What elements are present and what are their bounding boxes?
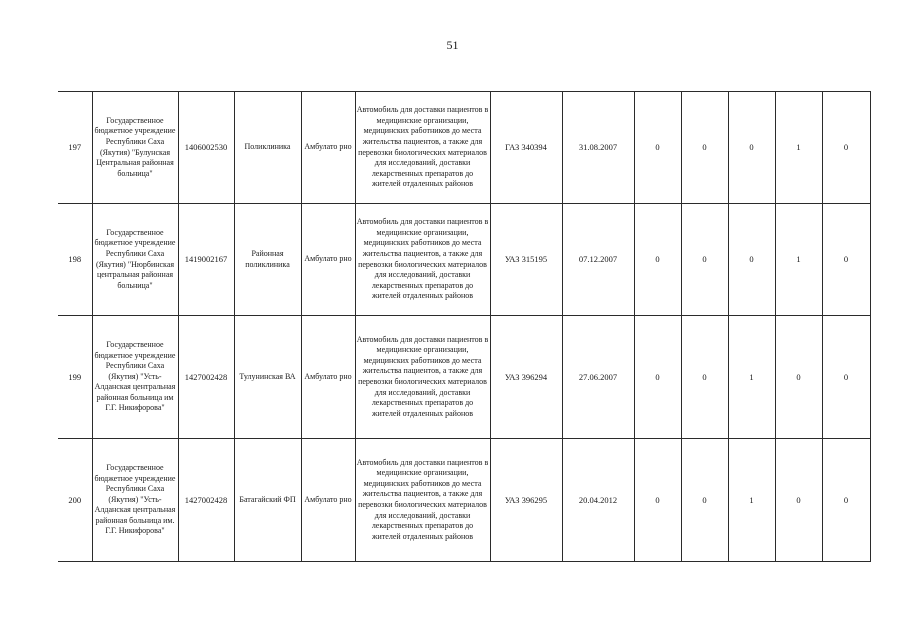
unit-cell: Поликлиника [234,92,301,204]
institution-name: Государственное бюджетное учреждение Республики Саха (Якутия) "Булунская Центральная районная больница" [92,92,178,204]
vehicle-model-cell: УАЗ 396295 [490,439,562,562]
row-number: 198 [58,204,92,316]
count-cell: 0 [822,439,870,562]
table-row [58,204,870,316]
count-cell: 0 [634,439,681,562]
date-cell: 31.08.2007 [562,92,634,204]
count-cell: 1 [775,92,822,204]
row-number: 199 [58,316,92,439]
count-cell: 1 [775,204,822,316]
unit-cell: Тулунинская ВА [234,316,301,439]
vehicle-registry-table [58,91,871,562]
date-cell: 20.04.2012 [562,439,634,562]
row-number: 197 [58,92,92,204]
count-cell: 0 [822,92,870,204]
vehicle-model-cell: ГАЗ 340394 [490,92,562,204]
count-cell: 0 [681,92,728,204]
count-cell: 0 [634,316,681,439]
count-cell: 0 [728,204,775,316]
date-cell: 27.06.2007 [562,316,634,439]
count-cell: 0 [775,439,822,562]
purpose-cell: Автомобиль для доставки пациентов в медицинские организации, медицинских работников до места жительства пациентов, а также для перевозки биологических материалов для исследований, доставки лекарственных препаратов до жителей отдаленных районов [355,439,490,562]
purpose-cell: Автомобиль для доставки пациентов в медицинские организации, медицинских работников до места жительства пациентов, а также для перевозки биологических материалов для исследований, доставки лекарственных препаратов до жителей отдаленных районов [355,316,490,439]
table-row [58,316,870,439]
institution-name: Государственное бюджетное учреждение Республики Саха (Якутия) "Усть-Алданская центральная районная больница им. Г.Г. Никифорова" [92,439,178,562]
table-row [58,92,870,204]
inn-cell: 1406002530 [178,92,234,204]
count-cell: 0 [681,316,728,439]
vehicle-model-cell: УАЗ 315195 [490,204,562,316]
care-type-cell: Амбулато рно [301,92,355,204]
count-cell: 0 [681,204,728,316]
count-cell: 0 [634,204,681,316]
care-type-cell: Амбулато рно [301,204,355,316]
care-type-cell: Амбулато рно [301,439,355,562]
count-cell: 1 [728,316,775,439]
count-cell: 0 [681,439,728,562]
count-cell: 0 [775,316,822,439]
date-cell: 07.12.2007 [562,204,634,316]
care-type-cell: Амбулато рно [301,316,355,439]
inn-cell: 1427002428 [178,439,234,562]
count-cell: 0 [728,92,775,204]
unit-cell: Батагайский ФП [234,439,301,562]
count-cell: 0 [634,92,681,204]
institution-name: Государственное бюджетное учреждение Республики Саха (Якутия) "Нюрбинская центральная районная больница" [92,204,178,316]
inn-cell: 1419002167 [178,204,234,316]
vehicle-model-cell: УАЗ 396294 [490,316,562,439]
row-number: 200 [58,439,92,562]
purpose-cell: Автомобиль для доставки пациентов в медицинские организации, медицинских работников до места жительства пациентов, а также для перевозки биологических материалов для исследований, доставки лекарственных препаратов до жителей отдаленных районов [355,204,490,316]
inn-cell: 1427002428 [178,316,234,439]
unit-cell: Районная поликлиника [234,204,301,316]
purpose-cell: Автомобиль для доставки пациентов в медицинские организации, медицинских работников до места жительства пациентов, а также для перевозки биологических материалов для исследований, доставки лекарственных препаратов до жителей отдаленных районов [355,92,490,204]
count-cell: 1 [728,439,775,562]
table-row [58,439,870,562]
count-cell: 0 [822,316,870,439]
page-number: 51 [446,38,459,52]
institution-name: Государственное бюджетное учреждение Республики Саха (Якутия) "Усть-Алданская центральная районная больница им Г.Г. Никифорова" [92,316,178,439]
count-cell: 0 [822,204,870,316]
